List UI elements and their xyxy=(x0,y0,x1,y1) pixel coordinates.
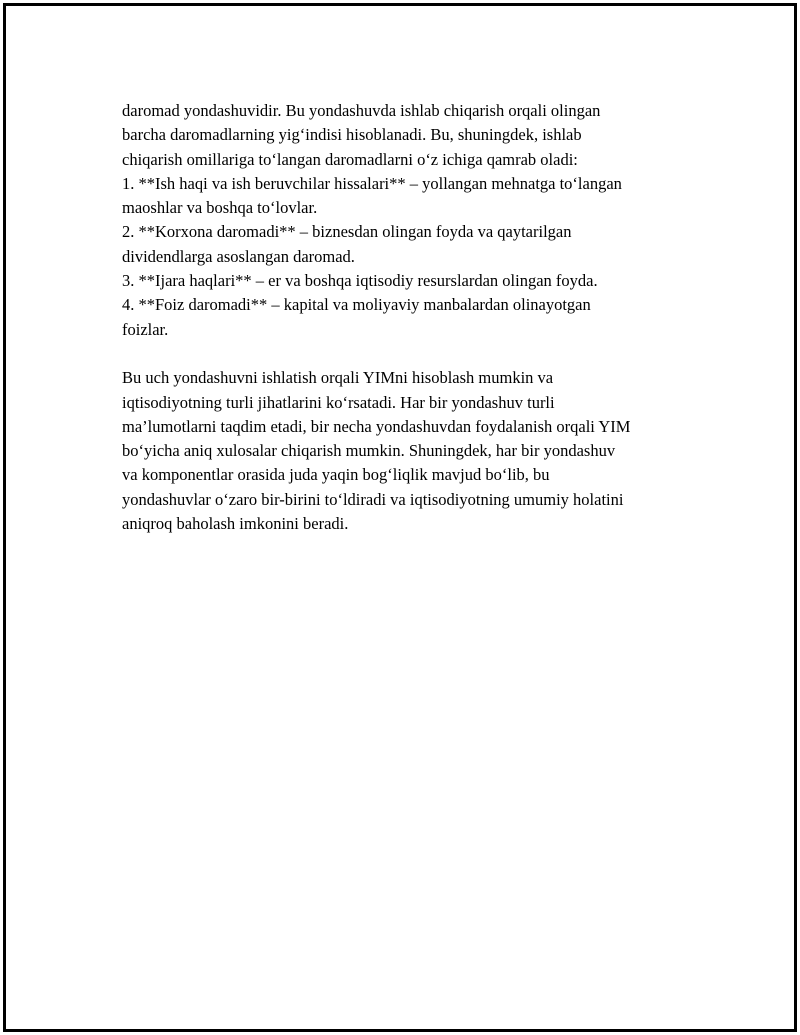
paragraph-income-approach xyxy=(122,99,712,342)
text-line: barcha daromadlarning yig‘indisi hisoblanadi. Bu, shuningdek, ishlab xyxy=(122,125,582,145)
text-line: dividendlarga asoslangan daromad. xyxy=(122,246,355,266)
text-line: foizlar. xyxy=(122,319,169,339)
list-item-interest: 4. **Foiz daromadi** – kapital va moliyaviy manbalardan olinayotgan xyxy=(122,295,591,315)
text-line: chiqarish omillariga to‘langan daromadlarni o‘z ichiga qamrab oladi: xyxy=(122,149,578,169)
paragraph-conclusion xyxy=(122,366,712,536)
page-frame xyxy=(3,3,797,1032)
text-line: yondashuvlar o‘zaro bir-birini to‘ldiradi va iqtisodiyotning umumiy holatini xyxy=(122,489,624,509)
text-line: aniqroq baholash imkonini beradi. xyxy=(122,514,349,534)
list-item-wages: 1. **Ish haqi va ish beruvchilar hissalari** – yollangan mehnatga to‘langan xyxy=(122,173,622,193)
text-line: daromad yondashuvidir. Bu yondashuvda ishlab chiqarish orqali olingan xyxy=(122,101,601,120)
list-item-rent: 3. **Ijara haqlari** – er va boshqa iqtisodiy resurslardan olingan foyda. xyxy=(122,271,598,291)
text-line: iqtisodiyotning turli jihatlarini ko‘rsatadi. Har bir yondashuv turli xyxy=(122,392,555,412)
text-line: Bu uch yondashuvni ishlatish orqali YIMni hisoblash mumkin va xyxy=(122,368,554,388)
text-line: va komponentlar orasida juda yaqin bog‘liqlik mavjud bo‘lib, bu xyxy=(122,465,550,485)
document-body xyxy=(122,99,712,536)
text-line: maoshlar va boshqa to‘lovlar. xyxy=(122,198,318,218)
list-item-business-income: 2. **Korxona daromadi** – biznesdan olingan foyda va qaytarilgan xyxy=(122,222,572,242)
text-line: ma’lumotlarni taqdim etadi, bir necha yondashuvdan foydalanish orqali YIM xyxy=(122,416,631,436)
paragraph-spacer xyxy=(122,342,712,366)
text-line: bo‘yicha aniq xulosalar chiqarish mumkin. Shuningdek, har bir yondashuv xyxy=(122,441,616,461)
